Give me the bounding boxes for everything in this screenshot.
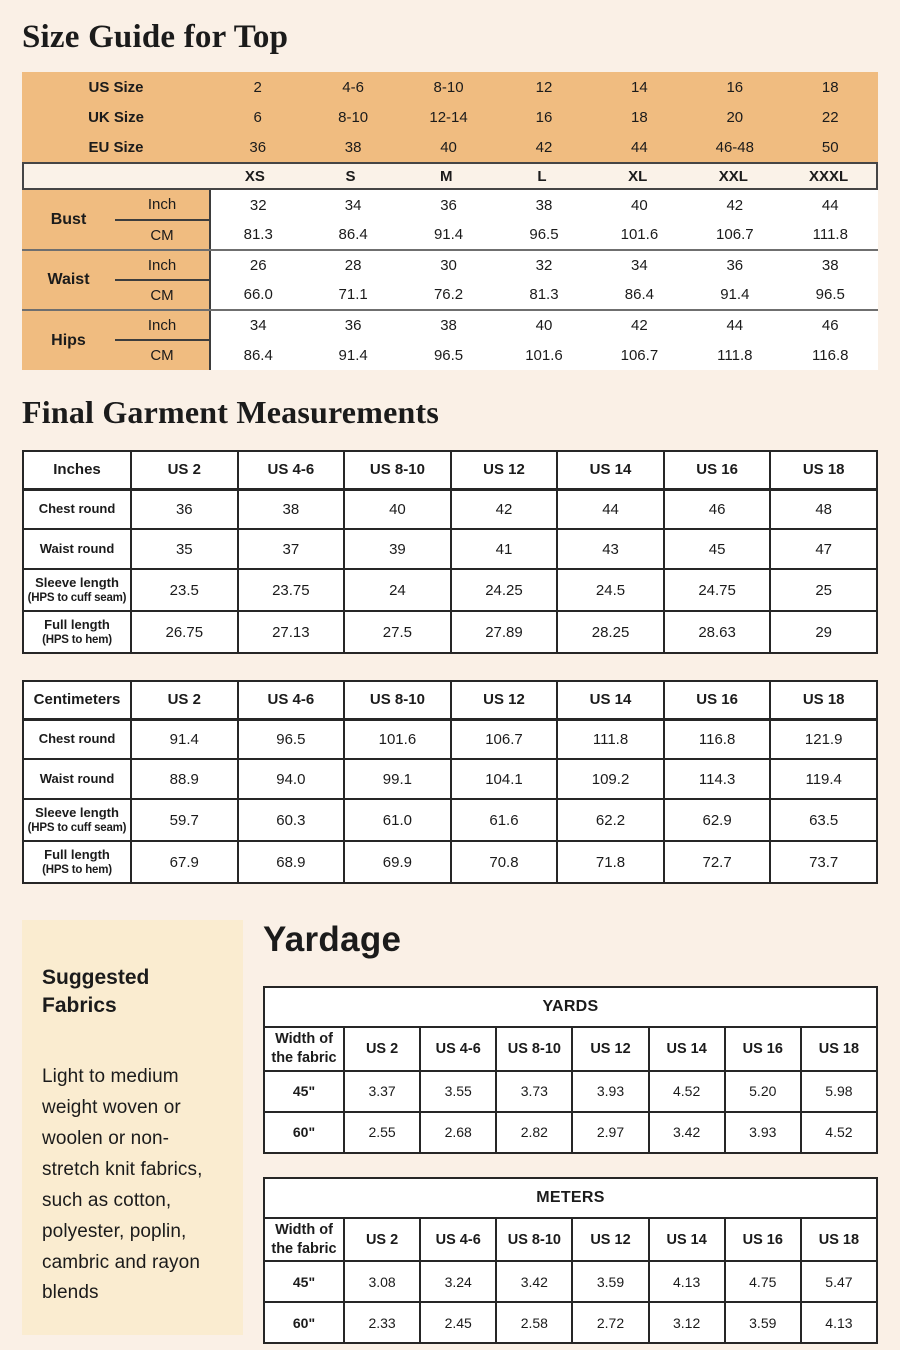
garment-value: 109.2 — [557, 759, 664, 799]
garment-size-column-header: US 16 — [664, 681, 771, 719]
garment-value: 28.63 — [664, 611, 771, 653]
garment-data-row — [23, 529, 877, 569]
fabric-width-label: 45" — [264, 1261, 344, 1302]
body-measure-value: 96.5 — [783, 280, 878, 310]
meters-body — [264, 1178, 877, 1344]
garment-value: 71.8 — [557, 841, 664, 883]
yardage-data-row — [264, 1261, 877, 1302]
garment-data-row — [23, 841, 877, 883]
body-measure-value: 106.7 — [687, 220, 782, 250]
yardage-size-column-header: US 4-6 — [420, 1027, 496, 1071]
yardage-value: 4.52 — [649, 1071, 725, 1112]
yardage-value: 5.98 — [801, 1071, 877, 1112]
yardage-size-column-header: US 2 — [344, 1027, 420, 1071]
body-measure-value: 30 — [401, 250, 496, 280]
yardage-corner-label: Width of the fabric — [264, 1218, 344, 1262]
garment-value: 62.2 — [557, 799, 664, 841]
garment-section-title: Final Garment Measurements — [22, 394, 439, 430]
fabric-width-label: 60" — [264, 1302, 344, 1343]
garment-value: 101.6 — [344, 719, 451, 759]
yardage-value: 3.59 — [725, 1302, 801, 1343]
body-measure-value: 34 — [305, 190, 400, 220]
garment-value: 104.1 — [451, 759, 558, 799]
body-measure-value: 86.4 — [210, 340, 305, 370]
garment-value: 72.7 — [664, 841, 771, 883]
yardage-size-column-header: US 12 — [572, 1218, 648, 1262]
yardage-value: 2.68 — [420, 1112, 496, 1153]
yardage-header-row — [264, 1218, 877, 1262]
garment-header-row — [23, 681, 877, 719]
size-value: 50 — [821, 138, 839, 156]
body-part-label: Hips — [22, 310, 115, 370]
garment-size-column-header: US 12 — [451, 681, 558, 719]
body-measure-value: 34 — [592, 250, 687, 280]
garment-row-label: Sleeve length (HPS to cuff seam) — [23, 569, 131, 611]
body-measure-value: 42 — [592, 310, 687, 340]
size-value: 8-10 — [433, 78, 464, 96]
yardage-unit-banner: METERS — [264, 1178, 877, 1218]
unit-label-inch: Inch — [115, 310, 210, 340]
size-value: 14 — [631, 78, 648, 96]
yardage-value: 3.42 — [649, 1112, 725, 1153]
garment-value: 37 — [238, 529, 345, 569]
body-measure-value: 86.4 — [305, 220, 400, 250]
yardage-value: 3.73 — [496, 1071, 572, 1112]
garment-section — [0, 450, 900, 884]
size-value: 40 — [440, 138, 457, 156]
size-value: 2 — [253, 78, 262, 96]
size-value: 4-6 — [342, 78, 364, 96]
garment-value: 27.89 — [451, 611, 558, 653]
garment-size-column-header: US 12 — [451, 451, 558, 489]
garment-value: 59.7 — [131, 799, 238, 841]
garment-value: 111.8 — [557, 719, 664, 759]
yardage-value: 2.45 — [420, 1302, 496, 1343]
garment-row-label: Waist round — [23, 529, 131, 569]
garment-value: 61.6 — [451, 799, 558, 841]
yardage-value: 2.58 — [496, 1302, 572, 1343]
garment-value: 119.4 — [770, 759, 877, 799]
body-measure-row-cm — [22, 280, 878, 310]
body-measurements-table — [22, 190, 878, 370]
garment-value: 61.0 — [344, 799, 451, 841]
garment-size-column-header: US 14 — [557, 451, 664, 489]
yardage-value: 3.08 — [344, 1261, 420, 1302]
body-measure-value: 91.4 — [687, 280, 782, 310]
garment-table-inches — [22, 450, 878, 654]
body-measure-value: 86.4 — [592, 280, 687, 310]
garment-value: 24.5 — [557, 569, 664, 611]
size-conversion-table — [22, 72, 878, 162]
body-measure-row-inch — [22, 190, 878, 220]
yardage-value: 3.12 — [649, 1302, 725, 1343]
size-value: 22 — [821, 108, 839, 126]
unit-label-inch: Inch — [115, 190, 210, 220]
size-value: 8-10 — [338, 108, 369, 126]
body-measure-value: 111.8 — [783, 220, 878, 250]
yardage-size-column-header: US 14 — [649, 1027, 725, 1071]
garment-value: 44 — [557, 489, 664, 529]
garment-size-column-header: US 4-6 — [238, 681, 345, 719]
size-system-label: US Size — [88, 78, 144, 96]
garment-value: 88.9 — [131, 759, 238, 799]
unit-label-cm: CM — [115, 340, 210, 370]
yardage-value: 5.20 — [725, 1071, 801, 1112]
garment-size-column-header: US 8-10 — [344, 451, 451, 489]
fabric-width-label: 45" — [264, 1071, 344, 1112]
body-measure-value: 81.3 — [210, 220, 305, 250]
garment-row-label: Waist round — [23, 759, 131, 799]
garment-value: 73.7 — [770, 841, 877, 883]
garment-row-label: Sleeve length (HPS to cuff seam) — [23, 799, 131, 841]
letter-size-label: M — [440, 167, 453, 185]
body-measure-value: 101.6 — [592, 220, 687, 250]
size-value: 12 — [535, 78, 553, 96]
body-measure-value: 38 — [401, 310, 496, 340]
size-value: 20 — [726, 108, 744, 126]
body-measure-row-cm — [22, 220, 878, 250]
garment-value: 23.75 — [238, 569, 345, 611]
garment-value: 36 — [131, 489, 238, 529]
yardage-value: 4.75 — [725, 1261, 801, 1302]
garment-value: 70.8 — [451, 841, 558, 883]
garment-data-row — [23, 719, 877, 759]
body-measure-value: 32 — [496, 250, 591, 280]
garment-size-column-header: US 16 — [664, 451, 771, 489]
body-measure-value: 106.7 — [592, 340, 687, 370]
page-title: Size Guide for Top — [22, 19, 289, 55]
garment-value: 24.75 — [664, 569, 771, 611]
garment-data-row — [23, 489, 877, 529]
garment-row-label: Full length (HPS to hem) — [23, 841, 131, 883]
garment-value: 26.75 — [131, 611, 238, 653]
body-measure-value: 44 — [687, 310, 782, 340]
size-conversion-row — [22, 132, 878, 162]
garment-value: 47 — [770, 529, 877, 569]
garment-value: 45 — [664, 529, 771, 569]
yards-table — [263, 986, 878, 1154]
yardage-value: 3.55 — [420, 1071, 496, 1112]
body-measure-value: 36 — [401, 190, 496, 220]
yardage-banner-row — [264, 1178, 877, 1218]
garment-row-sublabel: (HPS to hem) — [42, 863, 112, 876]
garment-size-column-header: US 4-6 — [238, 451, 345, 489]
body-measure-value: 116.8 — [783, 340, 878, 370]
letter-size-label: L — [537, 167, 547, 185]
garment-size-column-header: US 18 — [770, 681, 877, 719]
garment-row-sublabel: (HPS to cuff seam) — [27, 821, 127, 834]
body-measure-row-cm — [22, 340, 878, 370]
garment-unit-header: Inches — [23, 451, 131, 489]
suggested-fabrics-text: Light to medium weight woven or woolen or non-stretch knit fabrics, such as cotton, polyester, poplin, cambric and rayon blends — [42, 1065, 203, 1304]
garment-value: 35 — [131, 529, 238, 569]
yardage-data-row — [264, 1071, 877, 1112]
yardage-size-column-header: US 2 — [344, 1218, 420, 1262]
body-measure-value: 96.5 — [496, 220, 591, 250]
body-measure-value: 76.2 — [401, 280, 496, 310]
size-value: 46-48 — [715, 138, 754, 156]
body-measure-value: 96.5 — [401, 340, 496, 370]
garment-value: 48 — [770, 489, 877, 529]
garment-value: 106.7 — [451, 719, 558, 759]
garment-value: 114.3 — [664, 759, 771, 799]
size-chart-section — [0, 72, 900, 370]
yardage-size-column-header: US 18 — [801, 1027, 877, 1071]
yardage-value: 3.37 — [344, 1071, 420, 1112]
letter-size-label: XXXL — [809, 167, 849, 185]
garment-value: 23.5 — [131, 569, 238, 611]
size-value: 6 — [253, 108, 262, 126]
size-system-label: UK Size — [88, 108, 144, 126]
garment-value: 28.25 — [557, 611, 664, 653]
yardage-header-row — [264, 1027, 877, 1071]
garment-inches-body — [23, 451, 877, 653]
letter-sizes-corner — [23, 163, 207, 189]
body-measure-row-inch — [22, 250, 878, 280]
garment-size-column-header: US 2 — [131, 681, 238, 719]
size-value: 38 — [344, 138, 362, 156]
letter-sizes-row — [22, 162, 878, 190]
garment-unit-header: Centimeters — [23, 681, 131, 719]
garment-value: 24.25 — [451, 569, 558, 611]
yardage-corner-label: Width of the fabric — [264, 1027, 344, 1071]
garment-row-sublabel: (HPS to hem) — [42, 633, 112, 646]
body-measure-value: 91.4 — [401, 220, 496, 250]
garment-value: 43 — [557, 529, 664, 569]
garment-value: 63.5 — [770, 799, 877, 841]
yards-body — [264, 987, 877, 1153]
yardage-data-row — [264, 1302, 877, 1343]
yardage-value: 2.72 — [572, 1302, 648, 1343]
garment-value: 99.1 — [344, 759, 451, 799]
letter-size-label: S — [345, 167, 356, 185]
size-value: 16 — [726, 78, 744, 96]
body-measure-row-inch — [22, 310, 878, 340]
yardage-tables-column — [263, 920, 878, 1344]
size-value: 42 — [535, 138, 553, 156]
body-part-label: Bust — [22, 190, 115, 250]
size-value: 18 — [821, 78, 839, 96]
garment-value: 29 — [770, 611, 877, 653]
body-measure-value: 46 — [783, 310, 878, 340]
body-measure-value: 40 — [496, 310, 591, 340]
size-value: 12-14 — [429, 108, 468, 126]
unit-label-cm: CM — [115, 220, 210, 250]
body-measure-value: 111.8 — [687, 340, 782, 370]
size-value: 16 — [535, 108, 553, 126]
garment-row-label: Full length (HPS to hem) — [23, 611, 131, 653]
body-measure-value: 28 — [305, 250, 400, 280]
garment-row-label: Chest round — [23, 489, 131, 529]
yardage-value: 3.93 — [725, 1112, 801, 1153]
letter-size-label: XL — [628, 167, 648, 185]
garment-value: 27.5 — [344, 611, 451, 653]
fabric-width-label: 60" — [264, 1112, 344, 1153]
yardage-value: 2.82 — [496, 1112, 572, 1153]
garment-value: 60.3 — [238, 799, 345, 841]
size-system-label: EU Size — [88, 138, 144, 156]
yardage-value: 4.13 — [801, 1302, 877, 1343]
garment-value: 27.13 — [238, 611, 345, 653]
garment-size-column-header: US 8-10 — [344, 681, 451, 719]
garment-value: 68.9 — [238, 841, 345, 883]
yardage-value: 4.13 — [649, 1261, 725, 1302]
garment-value: 67.9 — [131, 841, 238, 883]
yardage-size-column-header: US 14 — [649, 1218, 725, 1262]
yardage-value: 2.33 — [344, 1302, 420, 1343]
garment-value: 94.0 — [238, 759, 345, 799]
body-measure-value: 81.3 — [496, 280, 591, 310]
yardage-unit-banner: YARDS — [264, 987, 877, 1027]
garment-value: 39 — [344, 529, 451, 569]
yardage-size-column-header: US 8-10 — [496, 1027, 572, 1071]
garment-value: 42 — [451, 489, 558, 529]
body-measure-value: 91.4 — [305, 340, 400, 370]
body-measure-value: 42 — [687, 190, 782, 220]
garment-value: 96.5 — [238, 719, 345, 759]
body-measure-value: 44 — [783, 190, 878, 220]
body-measure-value: 71.1 — [305, 280, 400, 310]
size-conversion-row — [22, 72, 878, 102]
yardage-banner-row — [264, 987, 877, 1027]
meters-table — [263, 1177, 878, 1345]
yardage-size-column-header: US 16 — [725, 1218, 801, 1262]
body-measurements-body — [22, 190, 878, 370]
body-measure-value: 101.6 — [496, 340, 591, 370]
body-measure-value: 26 — [210, 250, 305, 280]
body-measure-value: 38 — [783, 250, 878, 280]
body-measure-value: 36 — [305, 310, 400, 340]
yardage-value: 4.52 — [801, 1112, 877, 1153]
garment-data-row — [23, 759, 877, 799]
suggested-fabrics-box — [22, 920, 243, 1335]
yardage-size-column-header: US 18 — [801, 1218, 877, 1262]
size-value: 18 — [631, 108, 648, 126]
yardage-title: Yardage — [263, 920, 402, 959]
yardage-value: 3.93 — [572, 1071, 648, 1112]
garment-value: 116.8 — [664, 719, 771, 759]
garment-value: 40 — [344, 489, 451, 529]
garment-value: 24 — [344, 569, 451, 611]
garment-data-row — [23, 611, 877, 653]
garment-size-column-header: US 2 — [131, 451, 238, 489]
letter-sizes-row-inner — [23, 163, 877, 189]
garment-table-centimeters — [22, 680, 878, 884]
yardage-size-column-header: US 16 — [725, 1027, 801, 1071]
letter-size-label: XS — [244, 167, 265, 185]
garment-row-sublabel: (HPS to cuff seam) — [27, 591, 127, 604]
garment-value: 69.9 — [344, 841, 451, 883]
unit-label-inch: Inch — [115, 250, 210, 280]
size-value: 36 — [249, 138, 267, 156]
suggested-fabrics-heading: Suggested Fabrics — [42, 966, 150, 1018]
yardage-value: 2.55 — [344, 1112, 420, 1153]
yardage-data-row — [264, 1112, 877, 1153]
body-measure-value: 36 — [687, 250, 782, 280]
garment-row-label: Chest round — [23, 719, 131, 759]
body-measure-value: 66.0 — [210, 280, 305, 310]
yardage-section — [0, 920, 900, 1344]
garment-data-row — [23, 799, 877, 841]
yardage-size-column-header: US 8-10 — [496, 1218, 572, 1262]
garment-value: 46 — [664, 489, 771, 529]
yardage-value: 3.24 — [420, 1261, 496, 1302]
garment-value: 91.4 — [131, 719, 238, 759]
size-value: 44 — [631, 138, 648, 156]
yardage-value: 2.97 — [572, 1112, 648, 1153]
unit-label-cm: CM — [115, 280, 210, 310]
yardage-size-column-header: US 4-6 — [420, 1218, 496, 1262]
garment-data-row — [23, 569, 877, 611]
body-measure-value: 34 — [210, 310, 305, 340]
garment-value: 38 — [238, 489, 345, 529]
body-measure-value: 38 — [496, 190, 591, 220]
body-measure-value: 32 — [210, 190, 305, 220]
yardage-value: 5.47 — [801, 1261, 877, 1302]
garment-value: 62.9 — [664, 799, 771, 841]
garment-value: 41 — [451, 529, 558, 569]
size-conversion-body — [22, 72, 878, 162]
yardage-size-column-header: US 12 — [572, 1027, 648, 1071]
yardage-value: 3.42 — [496, 1261, 572, 1302]
garment-size-column-header: US 14 — [557, 681, 664, 719]
body-part-label: Waist — [22, 250, 115, 310]
garment-centimeters-body — [23, 681, 877, 883]
yardage-value: 3.59 — [572, 1261, 648, 1302]
body-measure-value: 40 — [592, 190, 687, 220]
garment-value: 121.9 — [770, 719, 877, 759]
garment-header-row — [23, 451, 877, 489]
size-conversion-row — [22, 102, 878, 132]
letter-size-label: XXL — [718, 167, 748, 185]
garment-value: 25 — [770, 569, 877, 611]
garment-size-column-header: US 18 — [770, 451, 877, 489]
letter-sizes-body — [23, 163, 877, 189]
